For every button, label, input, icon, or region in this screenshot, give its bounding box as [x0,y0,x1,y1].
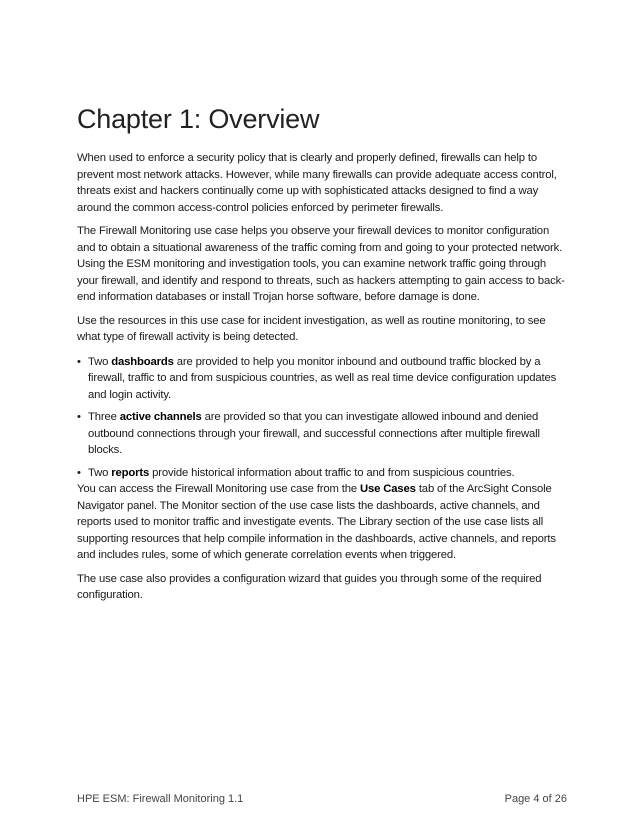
keyword-use-cases: Use Cases [360,483,416,495]
chapter-title: Chapter 1: Overview [77,104,320,134]
paragraph-intro: When used to enforce a security policy that is clearly and properly defined, firewalls can help to prevent most network attacks. However, while many firewalls can provide adequate access control, threats exist and hackers continually come up with sophisticated attacks designed to find a way around the common access-control policies enforced by perimeter firewalls. [77,152,557,214]
paragraph-navigation [77,481,567,564]
keyword-active-channels: active channels [119,411,202,423]
list-item-text-pre: Two [88,355,112,368]
paragraph-resources: Use the resources in this use case for incident investigation, as well as routine monitoring, to see what type of firewall activity is being detected. [77,314,546,343]
list-item-dashboards [77,354,567,404]
list-item-text-pre: Three [88,411,120,423]
resource-list [77,354,567,482]
footer-document-title: HPE ESM: Firewall Monitoring 1.1 [77,793,244,805]
paragraph-navigation-pre: You can access the Firewall Monitoring use case from the [77,483,361,495]
footer-page-number: Page 4 of 26 [504,793,567,805]
keyword-dashboards: dashboards [111,355,174,368]
keyword-reports: reports [111,466,150,479]
list-item-text-pre: Two [88,466,112,479]
list-item-text-post: are provided so that you can investigate allowed inbound and denied outbound connections through your firewall, and successful connections after multiple firewall blocks. [88,411,540,456]
list-item-text-post: provide historical information about traffic to and from suspicious countries. [149,466,515,479]
bullet-icon: • [77,411,81,423]
paragraph-navigation-post: tab of the ArcSight Console Navigator panel. The Monitor section of the use case lists the dashboards, active channels, and reports used to monitor traffic and investigate events. The Library section of the use case lists all supporting resources that help compile information in the dashboards, active channels, and reports and includes rules, some of which generate correlation events when triggered. [77,483,556,561]
list-item-text-post: are provided to help you monitor inbound and outbound traffic blocked by a firewall, traffic to and from suspicious countries, as well as real time device configuration updates and login activity. [88,355,557,401]
chapter-body [77,150,567,611]
list-item-reports [77,465,567,482]
bullet-icon: • [77,466,81,479]
paragraph-wizard: The use case also provides a configuration wizard that guides you through some of the required configuration. [77,572,542,601]
list-item-active-channels [77,409,567,459]
bullet-icon: • [77,355,81,368]
paragraph-use-case-description: The Firewall Monitoring use case helps you observe your firewall devices to monitor configuration and to obtain a situational awareness of the traffic coming from and going to your protected network. Using the ESM monitoring and investigation tools, you can examine network traffic going through your firewall, and identify and respond to threats, such as hackers attempting to gain access to back-end information databases or install Trojan horse software, before damage is done. [77,225,565,303]
